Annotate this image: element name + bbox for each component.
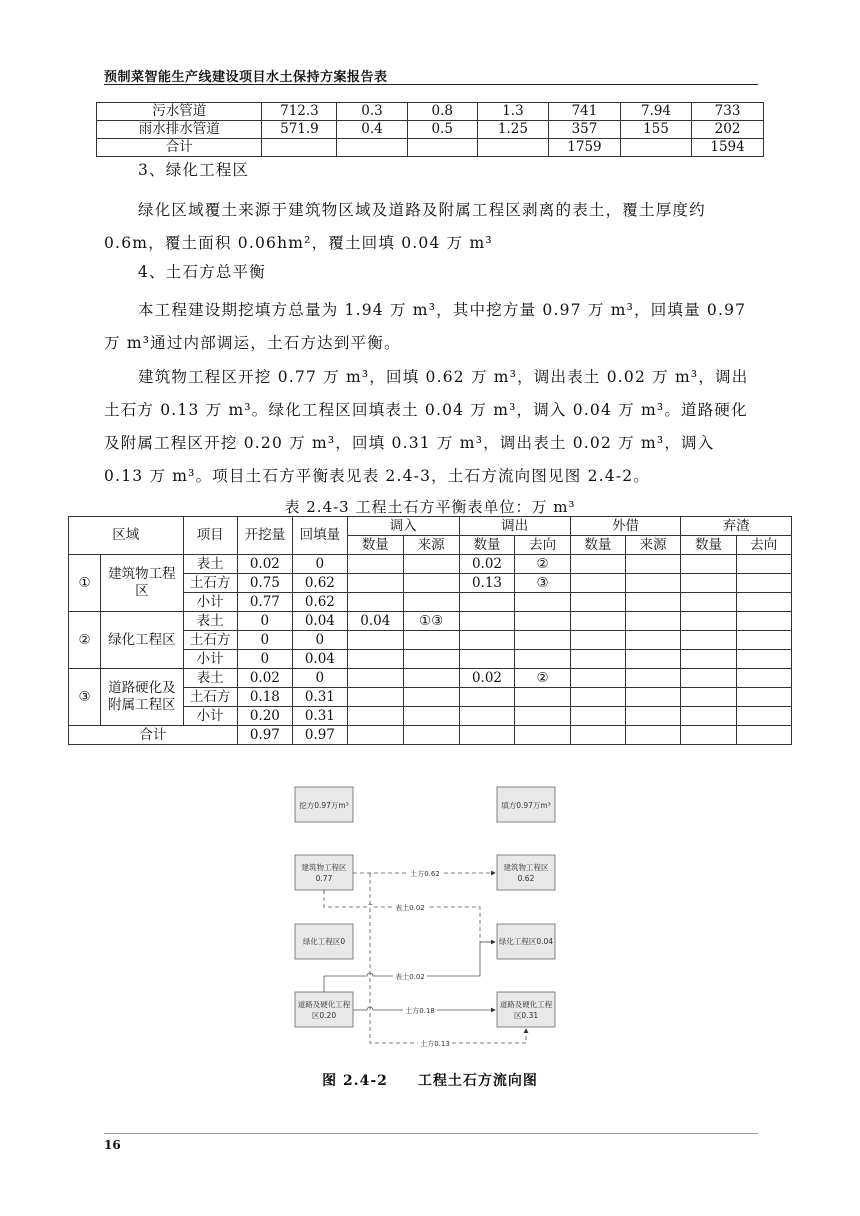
table-cell — [681, 574, 736, 593]
table-cell: 小计 — [183, 707, 237, 726]
table-cell: 0.97 — [237, 726, 292, 745]
table-cell: 调出 — [459, 517, 570, 536]
table-cell — [515, 650, 570, 669]
table-cell: 7.94 — [620, 103, 691, 121]
table-cell: 0.02 — [459, 555, 515, 574]
table-cell: 0 — [292, 669, 347, 688]
table-cell: 0.77 — [237, 593, 292, 612]
table-cell: 0.31 — [292, 688, 347, 707]
table-cell — [459, 650, 515, 669]
table-cell — [626, 593, 681, 612]
table-cell — [681, 631, 736, 650]
table-cell: 数量 — [570, 536, 625, 555]
table-row — [97, 103, 764, 121]
table-cell — [626, 574, 681, 593]
table-cell: 合计 — [97, 139, 262, 157]
table-cell: 开挖量 — [237, 517, 292, 555]
section4-para1: 本工程建设期挖填方总量为 1.94 万 m³，其中挖方量 0.97 万 m³，回填量 0.97 万 m³通过内部调运，土石方达到平衡。 — [104, 301, 747, 352]
table-cell — [736, 593, 791, 612]
node-label: 建筑物工程区 — [301, 863, 347, 872]
table-cell — [570, 631, 625, 650]
table-cell — [515, 726, 570, 745]
table-cell: 去向 — [515, 536, 570, 555]
table-cell: 0.3 — [337, 103, 407, 121]
edge-label: 土方0.13 — [420, 1040, 450, 1048]
table-cell — [459, 726, 515, 745]
node-label: 道路及硬化工程 — [499, 1000, 553, 1009]
table-cell — [570, 612, 625, 631]
table-cell — [347, 688, 403, 707]
node-road-dst — [497, 992, 555, 1027]
table-cell: 小计 — [183, 593, 237, 612]
node-label: 填方0.97万m³ — [501, 801, 551, 810]
table-cell — [459, 593, 515, 612]
table-cell — [477, 139, 548, 157]
table-cell: 污水管道 — [97, 103, 262, 121]
table-cell — [736, 688, 791, 707]
table-cell — [347, 650, 403, 669]
node-label: 挖方0.97万m³ — [299, 801, 349, 810]
table-cell: 土石方 — [183, 631, 237, 650]
table-cell: ③ — [515, 574, 570, 593]
table-cell: 回填量 — [292, 517, 347, 555]
section4-heading: 4、土石方总平衡 — [138, 263, 266, 281]
node-label: 0.77 — [315, 874, 333, 883]
table-cell: 0.04 — [292, 650, 347, 669]
table-cell: ③ — [69, 669, 101, 726]
table-cell: 外借 — [570, 517, 681, 536]
footer-rule — [104, 1133, 758, 1134]
edge-label: 表土0.02 — [395, 973, 425, 981]
table-cell — [459, 612, 515, 631]
table-cell — [681, 669, 736, 688]
table-cell: 道路硬化及附属工程区 — [101, 669, 183, 726]
node-label: 建筑物工程区 — [503, 863, 549, 872]
table-cell: 1759 — [549, 139, 621, 157]
table-cell: ①③ — [403, 612, 459, 631]
table-cell — [347, 707, 403, 726]
table-cell — [515, 593, 570, 612]
node-label: 道路及硬化工程 — [297, 1000, 351, 1009]
table-cell: 0.02 — [237, 555, 292, 574]
table-cell: 表土 — [183, 612, 237, 631]
table-cell: 0 — [292, 555, 347, 574]
table-cell: 0.13 — [459, 574, 515, 593]
table-cell — [681, 650, 736, 669]
table-cell: 0.02 — [459, 669, 515, 688]
table-cell — [515, 707, 570, 726]
table-row — [69, 669, 792, 688]
table-cell: 项目 — [183, 517, 237, 555]
table-cell: 0 — [237, 612, 292, 631]
table-cell: 数量 — [681, 536, 736, 555]
table-cell: 202 — [692, 121, 764, 139]
table-cell — [736, 612, 791, 631]
table-cell: 0.02 — [237, 669, 292, 688]
node-label: 区0.20 — [311, 1011, 337, 1020]
table-cell — [570, 688, 625, 707]
table-cell — [736, 555, 791, 574]
table-cell: 1.3 — [477, 103, 548, 121]
pipe-table — [96, 102, 764, 157]
table-row — [69, 612, 792, 631]
table-cell — [515, 612, 570, 631]
edge-label: 土方0.18 — [405, 1007, 435, 1015]
table-cell — [515, 688, 570, 707]
table-cell — [403, 631, 459, 650]
table-cell — [681, 612, 736, 631]
section3-heading: 3、绿化工程区 — [138, 161, 250, 179]
table-cell: 0.8 — [407, 103, 477, 121]
node-building-dst — [497, 855, 555, 890]
node-label: 绿化工程区0.04 — [498, 937, 554, 946]
table-cell: 733 — [692, 103, 764, 121]
table-cell — [626, 707, 681, 726]
section4-para2: 建筑物工程区开挖 0.77 万 m³，回填 0.62 万 m³，调出表土 0.02 万 m³，调出土石方 0.13 万 m³。绿化工程区回填表土 0.04 万 m³，调入 0.04 万 m³。道路硬化及附属工程区开挖 0.20 万 m³，回填 0.31 万 m³，调出表土 0.02 万 m³，调入 0.13 万 m³。项目土石方平衡表见表 2.4-3，土石方流向图见图 2.4-2。 — [104, 368, 749, 485]
table-caption: 表 2.4-3 工程土石方平衡表单位：万 m³ — [284, 498, 576, 516]
table-cell: 0.20 — [237, 707, 292, 726]
table-cell: 小计 — [183, 650, 237, 669]
table-cell: 调入 — [347, 517, 459, 536]
balance-table — [68, 516, 792, 745]
table-cell: 来源 — [403, 536, 459, 555]
table-cell — [736, 707, 791, 726]
node-label: 区0.31 — [513, 1011, 539, 1020]
table-cell: 1594 — [692, 139, 764, 157]
table-cell — [407, 139, 477, 157]
table-cell: 0.4 — [337, 121, 407, 139]
table-cell: 155 — [620, 121, 691, 139]
table-cell: 0.62 — [292, 593, 347, 612]
table-cell — [626, 650, 681, 669]
table-cell: ② — [515, 555, 570, 574]
table-cell — [681, 555, 736, 574]
table-cell: 357 — [549, 121, 621, 139]
table-cell — [515, 631, 570, 650]
node-building-src — [295, 855, 353, 890]
table-cell — [736, 650, 791, 669]
flow-diagram — [280, 780, 580, 1060]
table-cell — [403, 688, 459, 707]
table-cell: ① — [69, 555, 101, 612]
table-cell — [403, 650, 459, 669]
table-cell — [347, 574, 403, 593]
table-cell — [347, 669, 403, 688]
table-cell: 0.04 — [347, 612, 403, 631]
table-cell: 0 — [237, 631, 292, 650]
table-cell: 数量 — [459, 536, 515, 555]
table-cell: 571.9 — [262, 121, 337, 139]
figure-caption: 图 2.4-2 工程土石方流向图 — [322, 1073, 538, 1089]
node-label: 0.62 — [517, 874, 535, 883]
table-cell — [681, 593, 736, 612]
header-row — [69, 517, 792, 536]
section3-para: 绿化区域覆土来源于建筑物区域及道路及附属工程区剥离的表土，覆土厚度约0.6m，覆土面积 0.06hm²，覆土回填 0.04 万 m³ — [104, 201, 706, 252]
table-cell: 0 — [292, 631, 347, 650]
table-cell — [570, 650, 625, 669]
table-cell: 数量 — [347, 536, 403, 555]
table-cell — [736, 669, 791, 688]
table-cell — [681, 726, 736, 745]
table-row — [69, 555, 792, 574]
table-cell — [626, 669, 681, 688]
table-cell: 土石方 — [183, 574, 237, 593]
table-cell: 0.04 — [292, 612, 347, 631]
total-row — [69, 726, 792, 745]
table-cell: 712.3 — [262, 103, 337, 121]
table-cell — [459, 688, 515, 707]
table-cell: 0.18 — [237, 688, 292, 707]
table-row — [97, 139, 764, 157]
table-cell: 0.31 — [292, 707, 347, 726]
node-road-src — [295, 992, 353, 1027]
table-cell: 0.5 — [407, 121, 477, 139]
table-cell — [736, 574, 791, 593]
table-cell — [736, 726, 791, 745]
header-rule — [104, 84, 758, 85]
table-cell: 雨水排水管道 — [97, 121, 262, 139]
table-cell — [337, 139, 407, 157]
table-cell — [403, 669, 459, 688]
table-cell: 来源 — [626, 536, 681, 555]
table-cell: ② — [515, 669, 570, 688]
table-cell — [347, 726, 403, 745]
table-cell — [459, 631, 515, 650]
edge-label: 土方0.62 — [410, 870, 440, 878]
table-cell — [403, 574, 459, 593]
table-cell — [570, 555, 625, 574]
table-cell — [347, 555, 403, 574]
table-cell — [626, 726, 681, 745]
table-row — [97, 121, 764, 139]
table-cell — [626, 612, 681, 631]
table-cell: ② — [69, 612, 101, 669]
table-cell — [626, 631, 681, 650]
table-cell — [620, 139, 691, 157]
table-cell — [626, 688, 681, 707]
table-cell — [626, 555, 681, 574]
table-cell: 区域 — [69, 517, 184, 555]
table-cell — [570, 574, 625, 593]
table-cell — [570, 593, 625, 612]
table-cell: 去向 — [736, 536, 791, 555]
table-cell: 弃渣 — [681, 517, 792, 536]
table-cell: 741 — [549, 103, 621, 121]
page-header: 预制菜智能生产线建设项目水土保持方案报告表 — [104, 70, 388, 85]
table-cell: 建筑物工程区 — [101, 555, 183, 612]
table-cell: 0.62 — [292, 574, 347, 593]
table-cell — [570, 707, 625, 726]
table-cell — [570, 669, 625, 688]
table-cell — [403, 555, 459, 574]
table-cell — [736, 631, 791, 650]
page-number: 16 — [104, 1138, 121, 1152]
table-cell: 表土 — [183, 555, 237, 574]
table-cell: 土石方 — [183, 688, 237, 707]
table-cell — [347, 593, 403, 612]
table-cell: 0.97 — [292, 726, 347, 745]
table-cell — [459, 707, 515, 726]
node-label: 绿化工程区0 — [302, 937, 346, 946]
table-cell — [681, 707, 736, 726]
edge-label: 表土0.02 — [395, 904, 425, 912]
table-cell — [681, 688, 736, 707]
table-cell — [347, 631, 403, 650]
table-cell — [403, 593, 459, 612]
table-cell: 0 — [237, 650, 292, 669]
table-cell — [403, 707, 459, 726]
table-cell — [262, 139, 337, 157]
table-cell: 表土 — [183, 669, 237, 688]
table-cell — [403, 726, 459, 745]
table-cell: 绿化工程区 — [101, 612, 183, 669]
table-cell: 1.25 — [477, 121, 548, 139]
table-cell: 合计 — [69, 726, 238, 745]
table-cell — [570, 726, 625, 745]
table-cell: 0.75 — [237, 574, 292, 593]
